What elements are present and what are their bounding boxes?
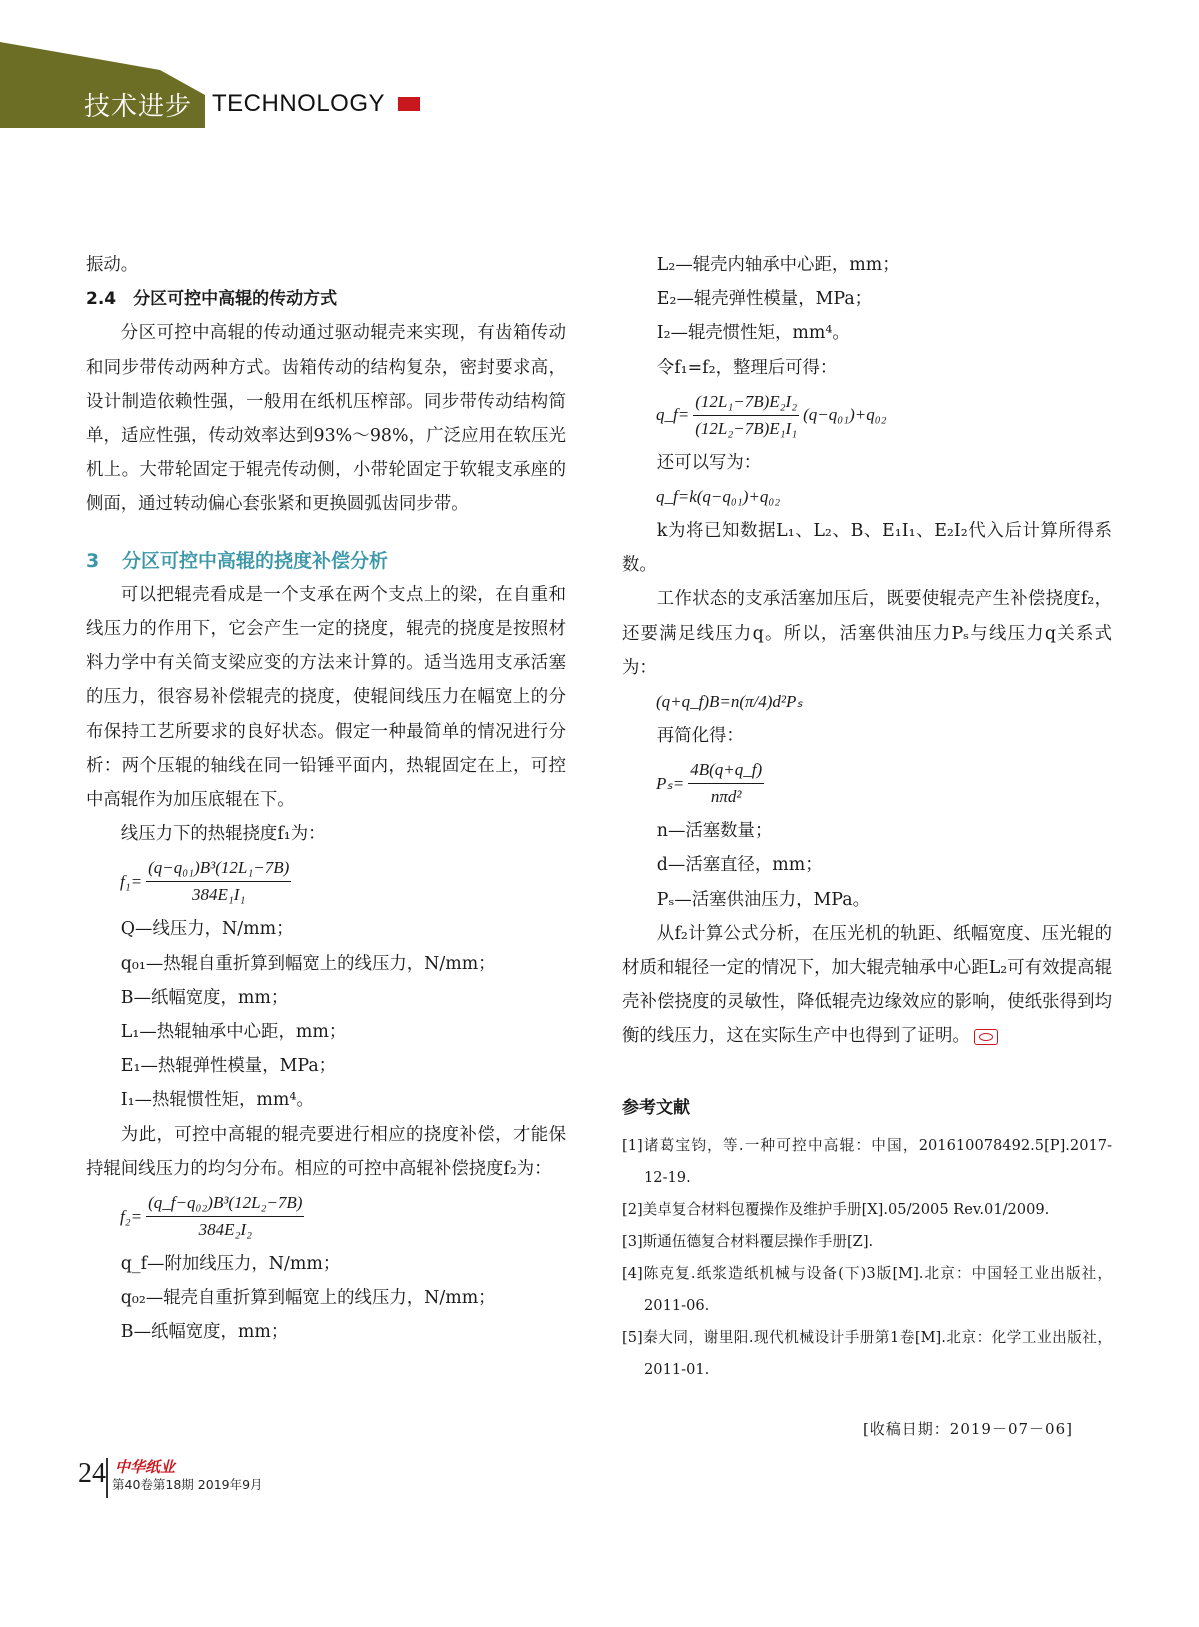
definition-item: Q—线压力，N/mm； — [120, 919, 294, 940]
formula-f1-lhs: f₁= — [120, 871, 143, 891]
received-date: [收稿日期：2019－07－06] — [862, 1420, 1073, 1438]
formula-qf-denominator: (12L₂−7B)E₁I₁ — [695, 418, 798, 438]
paragraph-equate: 令f₁=f₂，整理后可得： — [656, 357, 838, 378]
formula-qf-simple-text: q_f=k(q−q₀₁)+q₀₂ — [656, 487, 781, 507]
definition-item: I₁—热辊惯性矩，mm⁴。 — [120, 1090, 314, 1111]
footer-divider — [106, 1458, 108, 1498]
formula-ps-lhs: Pₛ= — [656, 773, 685, 793]
references-title: 参考文献 — [622, 1098, 690, 1118]
formula-f1-denominator: 384E₁I₁ — [191, 885, 246, 905]
paragraph-piston-pressure: 工作状态的支承活塞加压后，既要使辊壳产生补偿挠度f₂，还要满足线压力q。所以，活塞供油压力Pₛ与线压力q关系式为： — [622, 589, 1112, 678]
paragraph-conclusion — [622, 917, 1112, 1054]
heading-3 — [86, 544, 566, 578]
reference-item: [3]斯通伍德复合材料覆层操作手册[Z]. — [622, 1233, 874, 1250]
formula-ps — [656, 759, 1112, 808]
formula-qf-fraction — [693, 391, 799, 440]
formula-qf-simple — [656, 486, 1112, 508]
definition-item: E₁—热辊弹性模量，MPa； — [120, 1056, 337, 1077]
formula-f1-numerator: (q−q₀₁)B³(12L₁−7B) — [146, 857, 291, 882]
formula-f2-denominator: 384E₂I₂ — [198, 1220, 252, 1240]
formula-f2-fraction — [146, 1192, 304, 1241]
definition-item: I₂—辊壳惯性矩，mm⁴。 — [656, 323, 850, 344]
formula-ps-numerator: 4B(q+q_f) — [688, 759, 764, 784]
definition-item: q_f—附加线压力，N/mm； — [120, 1254, 341, 1275]
left-column — [86, 248, 566, 1350]
formula-f2 — [120, 1192, 566, 1241]
reference-item: [4]陈克复.纸浆造纸机械与设备(下)3版[M].北京：中国轻工业出版社，2011-06. — [622, 1265, 1112, 1314]
header-rule — [0, 124, 205, 127]
definition-item: q₀₂—辊壳自重折算到幅宽上的线压力，N/mm； — [120, 1288, 496, 1309]
formula-qf-rest: (q−q₀₁)+q₀₂ — [803, 405, 887, 425]
formula-f1-fraction — [146, 857, 291, 906]
definition-item: n—活塞数量； — [656, 821, 773, 842]
definition-item: L₁—热辊轴承中心距，mm； — [120, 1022, 347, 1043]
formula-qf — [656, 391, 1112, 440]
definition-item: q₀₁—热辊自重折算到幅宽上的线压力，N/mm； — [120, 953, 496, 974]
definition-item: L₂—辊壳内轴承中心距，mm； — [656, 255, 900, 275]
issue-info: 第40卷第18期 2019年9月 — [112, 1477, 263, 1492]
formula-force-balance — [656, 691, 1112, 713]
formula-qf-numerator: (12L₁−7B)E₂I₂ — [693, 391, 799, 416]
journal-logo: 中华纸业 — [115, 1458, 176, 1476]
paragraph-transmission: 分区可控中高辊的传动通过驱动辊壳来实现，有齿箱传动和同步带传动两种方式。齿箱传动的结构复杂，密封要求高，设计制造依赖性强，一般用在纸机压榨部。同步带传动结构简单，适应性强，传动效率达到93%～98%，广泛应用在软压光机上。大带轮固定于辊壳传动侧，小带轮固定于软辊支承座的侧面，通过转动偏心套张紧和更换圆弧齿同步带。 — [86, 323, 566, 515]
definition-item: d—活塞直径，mm； — [656, 855, 823, 876]
definition-item: E₂—辊壳弹性模量，MPa； — [656, 289, 873, 310]
paragraph-k-coefficient: k为将已知数据L₁、L₂、B、E₁I₁、E₂I₂代入后计算所得系数。 — [622, 521, 1112, 576]
paragraph-f1-intro: 线压力下的热辊挠度f₁为： — [120, 824, 326, 845]
section-title-cn: 技术进步 — [84, 92, 193, 122]
heading-3-number: 3 — [86, 549, 100, 572]
reference-item: [5]秦大同，谢里阳.现代机械设计手册第1卷[M].北京：化学工业出版社，2011-01. — [622, 1329, 1112, 1378]
heading-2-4: 2.4 分区可控中高辊的传动方式 — [86, 289, 338, 310]
formula-ps-denominator: nπd² — [710, 787, 742, 807]
references — [622, 1093, 1112, 1386]
paragraph-deflection: 可以把辊壳看成是一个支承在两个支点上的梁，在自重和线压力的作用下，它会产生一定的挠度，辊壳的挠度是按照材料力学中有关简支梁应变的方法来计算的。适当选用支承活塞的压力，很容易补偿辊壳的挠度，使辊间线压力在幅宽上的分布保持工艺所要求的良好状态。假定一种最简单的情况进行分析：两个压辊的轴线在同一铅锤平面内，热辊固定在上，可控中高辊作为加压底辊在下。 — [86, 584, 566, 811]
reference-item: [2]美卓复合材料包覆操作及维护手册[X].05/2005 Rev.01/2009. — [622, 1201, 1050, 1218]
formula-f2-lhs: f₂= — [120, 1206, 143, 1226]
right-column — [622, 248, 1112, 1054]
definition-item: B—纸幅宽度，mm； — [120, 1322, 289, 1343]
paragraph-conclusion-text: 从f₂计算公式分析，在压光机的轨距、纸幅宽度、压光辊的材质和辊径一定的情况下，加大辊壳轴承中心距L₂可有效提高辊壳补偿挠度的灵敏性，降低辊壳边缘效应的影响，使纸张得到均衡的线压力，这在实际生产中也得到了证明。 — [622, 923, 1112, 1047]
section-title-en: TECHNOLOGY — [212, 90, 386, 117]
paragraph-rewrite: 还可以写为： — [656, 452, 762, 473]
formula-f1 — [120, 857, 566, 906]
page-number: 24 — [78, 1458, 106, 1489]
formula-ps-fraction — [688, 759, 764, 808]
reference-item: [1]诸葛宝钧，等.一种可控中高辊：中国，201610078492.5[P].2017-12-19. — [622, 1137, 1112, 1186]
paragraph-compensation: 为此，可控中高辊的辊壳要进行相应的挠度补偿，才能保持辊间线压力的均匀分布。相应的可控中高辊补偿挠度f₂为： — [86, 1124, 566, 1179]
definition-item: B—纸幅宽度，mm； — [120, 987, 289, 1008]
end-of-article-icon — [974, 1029, 998, 1045]
paragraph-simplify: 再简化得： — [656, 726, 744, 747]
carry-over-text: 振动。 — [86, 255, 139, 275]
heading-3-title: 分区可控中高辊的挠度补偿分析 — [122, 549, 389, 572]
formula-force-balance-text: (q+q_f)B=n(π/4)d²Pₛ — [656, 692, 803, 712]
definition-item: Pₛ—活塞供油压力，MPa。 — [656, 889, 870, 910]
formula-f2-numerator: (q_f−q₀₂)B³(12L₂−7B) — [146, 1192, 304, 1217]
formula-qf-lhs: q_f= — [656, 405, 690, 425]
header-square-mark — [398, 97, 420, 111]
